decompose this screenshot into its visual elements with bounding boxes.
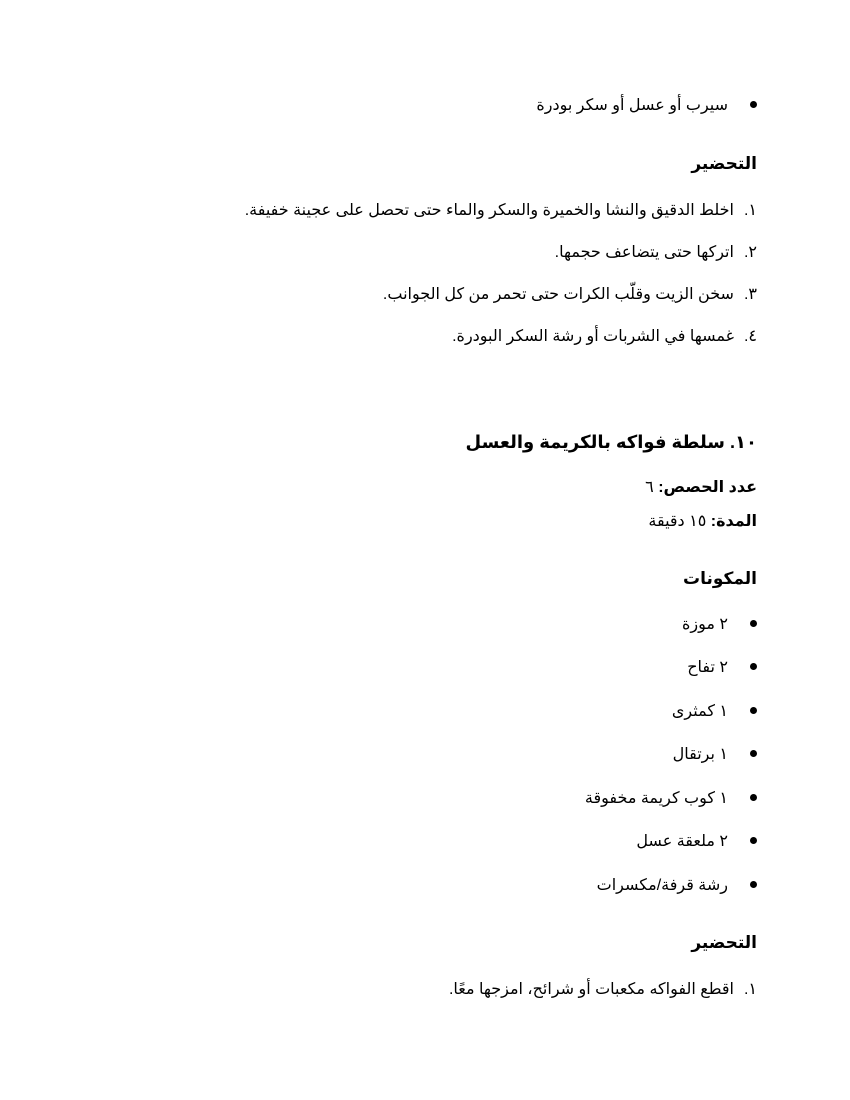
step-text: سخن الزيت وقلّب الكرات حتى تحمر من كل الجوانب. bbox=[382, 286, 734, 303]
step-number: ٣. bbox=[743, 286, 757, 303]
bullet-icon bbox=[750, 663, 757, 670]
ingredient-item bbox=[60, 745, 757, 765]
ingredient-text: ١ برتقال bbox=[672, 746, 728, 763]
ingredient-item bbox=[60, 615, 757, 635]
ingredients-heading: المكونات bbox=[682, 569, 757, 588]
duration-label: المدة: bbox=[710, 513, 757, 530]
step-item bbox=[60, 285, 757, 305]
step-item bbox=[60, 243, 757, 263]
duration-line bbox=[60, 512, 757, 532]
ingredient-text: ٢ ملعقة عسل bbox=[636, 833, 728, 850]
recipe-title: ١٠. سلطة فواكه بالكريمة والعسل bbox=[465, 432, 757, 452]
ingredient-item bbox=[60, 658, 757, 678]
step-number: ٢. bbox=[743, 244, 757, 261]
prep-heading: التحضير bbox=[691, 933, 757, 952]
step-number: ١. bbox=[743, 202, 757, 219]
ingredient-item bbox=[60, 832, 757, 852]
bullet-icon bbox=[750, 101, 757, 108]
ingredient-text: ٢ موزة bbox=[682, 616, 728, 633]
step-item bbox=[60, 980, 757, 1000]
ingredient-text: ١ كمثرى bbox=[671, 703, 728, 720]
bullet-icon bbox=[750, 707, 757, 714]
step-item bbox=[60, 201, 757, 221]
ingredient-text: ٢ تفاح bbox=[687, 659, 728, 676]
step-number: ٤. bbox=[743, 328, 757, 345]
step-text: غمسها في الشربات أو رشة السكر البودرة. bbox=[452, 328, 734, 345]
bullet-icon bbox=[750, 837, 757, 844]
ingredient-item bbox=[60, 876, 757, 896]
ingredient-item bbox=[60, 96, 757, 116]
servings-label: عدد الحصص: bbox=[658, 479, 757, 496]
step-text: اتركها حتى يتضاعف حجمها. bbox=[554, 244, 734, 261]
servings-value: ٦ bbox=[645, 479, 654, 496]
ingredient-text: سيرب أو عسل أو سكر بودرة bbox=[536, 97, 728, 114]
step-text: اقطع الفواكه مكعبات أو شرائح، امزجها معًا. bbox=[448, 981, 734, 998]
servings-line bbox=[60, 478, 757, 498]
duration-value: ١٥ دقيقة bbox=[648, 513, 707, 530]
step-number: ١. bbox=[743, 981, 757, 998]
bullet-icon bbox=[750, 750, 757, 757]
ingredient-text: رشة قرفة/مكسرات bbox=[596, 877, 728, 894]
bullet-icon bbox=[750, 620, 757, 627]
ingredient-item bbox=[60, 702, 757, 722]
bullet-icon bbox=[750, 881, 757, 888]
bullet-icon bbox=[750, 794, 757, 801]
step-item bbox=[60, 327, 757, 347]
ingredient-item bbox=[60, 789, 757, 809]
ingredient-text: ١ كوب كريمة مخفوقة bbox=[584, 790, 728, 807]
prep-heading: التحضير bbox=[691, 154, 757, 173]
step-text: اخلط الدقيق والنشا والخميرة والسكر والماء حتى تحصل على عجينة خفيفة. bbox=[244, 202, 734, 219]
